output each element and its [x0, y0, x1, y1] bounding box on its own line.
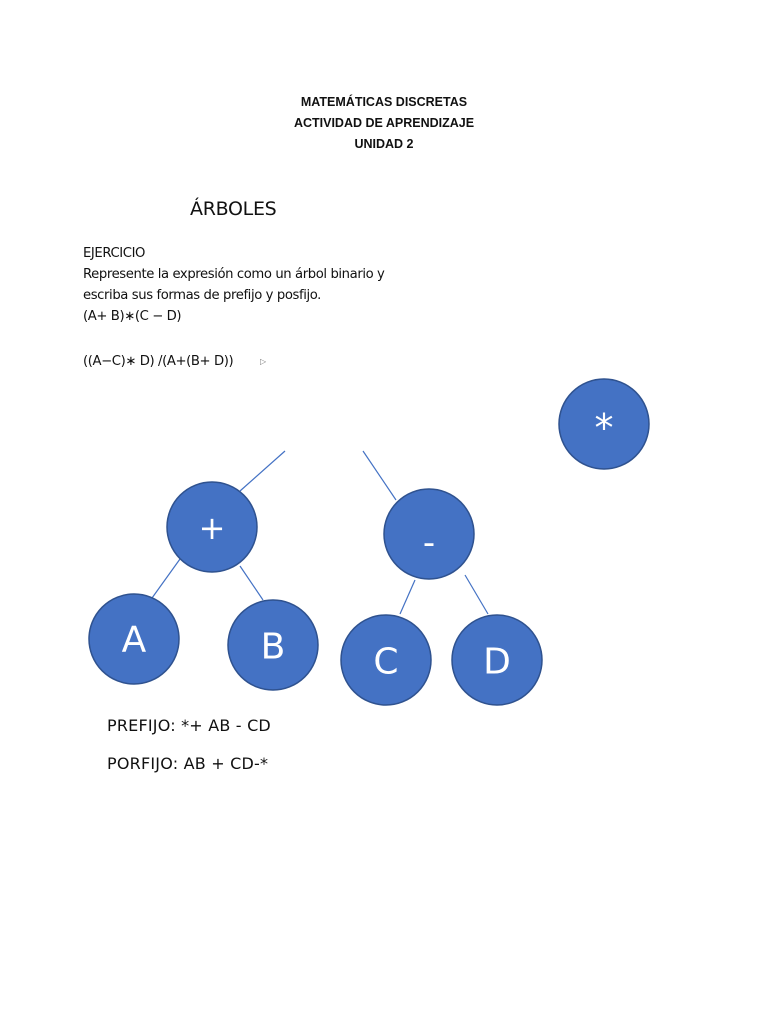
tree-node-a [89, 594, 179, 684]
node-label-plus: + [198, 509, 226, 547]
unit-title: UNIDAD 2 [354, 137, 414, 151]
section-title: ÁRBOLES [190, 198, 277, 220]
edge-root-minus [363, 451, 396, 500]
tree-node-d [452, 615, 542, 705]
edge-minus-c [400, 580, 415, 614]
node-label-root: * [594, 406, 614, 450]
node-label-minus: - [422, 523, 436, 563]
prefix-notation: PREFIJO: *+ AB - CD [107, 716, 271, 735]
activity-title: ACTIVIDAD DE APRENDIZAJE [293, 116, 475, 130]
expression-1: (A+ B)∗(C − D) [83, 309, 182, 324]
postfix-notation: PORFIJO: AB + CD-* [107, 754, 269, 773]
node-label-d: D [483, 641, 511, 683]
exercise-heading: EJERCICIO [83, 246, 146, 261]
instruction-line-1: Represente la expresión como un árbol binario y [83, 267, 385, 282]
expression-2: ((A−C)∗ D) /(A+(B+ D)) [83, 354, 234, 369]
course-title: MATEMÁTICAS DISCRETAS [300, 95, 468, 109]
tree-node-b [228, 600, 318, 690]
edge-root-plus [240, 451, 285, 491]
tree-node-minus [384, 489, 474, 579]
instruction-line-2: escriba sus formas de prefijo y posfijo. [83, 288, 321, 303]
tree-node-root [559, 379, 649, 469]
edge-plus-b [240, 566, 263, 600]
edge-minus-d [465, 575, 488, 614]
node-label-c: C [373, 641, 399, 683]
tree-node-c [341, 615, 431, 705]
cursor-icon: ▷ [260, 357, 267, 366]
node-label-a: A [121, 619, 147, 661]
tree-node-plus [167, 482, 257, 572]
node-label-b: B [260, 626, 286, 668]
edge-plus-a [152, 559, 180, 598]
